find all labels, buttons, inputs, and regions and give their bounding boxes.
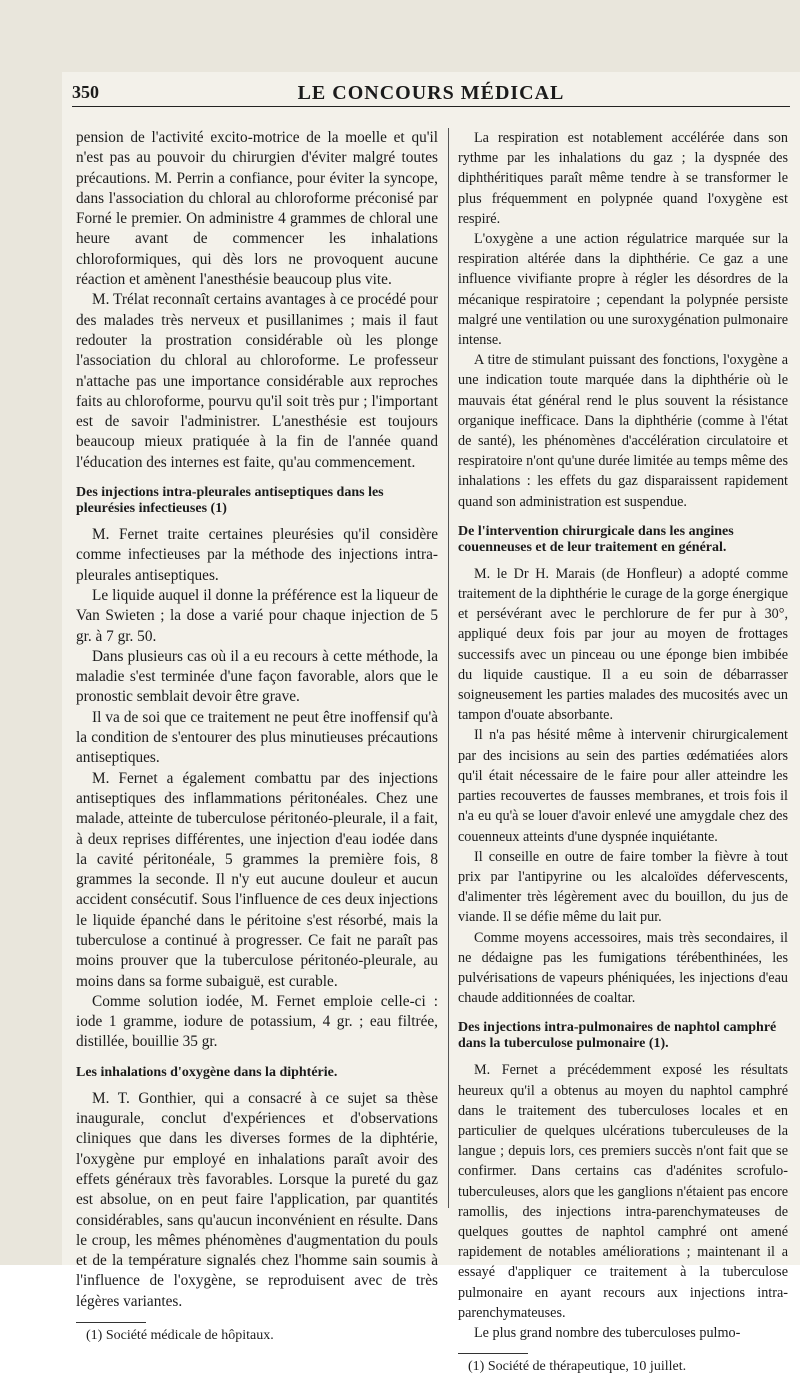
right-paragraph-1: La respiration est notablement accélérée dans son rythme par les inhalations du gaz ; la dyspnée des diphthéritiques paraît même tendre à se transformer le plus fréquemment en polypnée quand l'oxygène est respiré.: [458, 130, 788, 227]
left-paragraph-5: Dans plusieurs cas où il a eu recours à cette méthode, la maladie s'est terminée d'une façon favorable, alors que le pronostic semblait devoir être grave.: [76, 647, 438, 706]
right-paragraph-3: A titre de stimulant puissant des fonctions, l'oxygène a une indication toute marquée dans la diphthérie où le mauvais état général rend le plus souvent la résistance organique inefficace. Dans la diphthérie (comme à l'état de santé), les phénomènes d'accélération circulatoire et respiratoire n'ont qu'une durée limitée au temps même des inhalations : les effets du gaz disparaissent rapidement quand son administration est suspendue.: [458, 352, 788, 510]
left-footnote: (1) Société médicale de hôpitaux.: [86, 1328, 274, 1344]
left-paragraph-9: M. T. Gonthier, qui a consacré à ce sujet sa thèse inaugurale, conclut d'expériences et d'observations cliniques que dans les diverses formes de la diphtérie, l'oxygène pur employé en inhalations paraît avoir des effets généraux très favorables. Lorsque la pureté du gaz est absolue, on en peut faire l'application, par quantités considérables, sans qu'aucun inconvénient en résulte. Dans le croup, les mêmes phénomènes d'augmentation du pouls et de la température signalés chez l'homme sain soumis à l'influence de l'oxygène, se reproduisent avec de très légères variantes.: [76, 1089, 438, 1310]
page-number: 350: [72, 82, 99, 102]
right-paragraph-9: Le plus grand nombre des tuberculoses pulmo-: [474, 1324, 741, 1341]
right-column: [458, 128, 788, 1376]
left-paragraph-6: Il va de soi que ce traitement ne peut être inoffensif qu'à la condition de s'entourer des plus minutieuses précautions antiseptiques.: [76, 708, 438, 767]
footnote-rule: [76, 1322, 146, 1323]
left-paragraph-2: M. Trélat reconnaît certains avantages à ce procédé pour des malades très nerveux et pusillanimes ; mais il faut redouter la prostration considérable où les plonge l'association du chloral au chloroforme. Le professeur n'attache pas une importance considérable aux reproches faits au chloroforme, pourvu qu'il soit très pur ; l'important est de savoir l'administrer. L'anesthésie est toujours beaucoup mieux pratiquée à la fin de l'année quand l'éducation des internes est faite, qu'au commencement.: [76, 291, 438, 471]
column-divider: [448, 128, 449, 1208]
section-heading-oxygene: Les inhalations d'oxygène dans la diphtérie.: [76, 1064, 338, 1080]
right-paragraph-6: Il conseille en outre de faire tomber la fièvre à tout prix par l'antipyrine ou les alcaloïdes défervescents, d'alimenter très légèrement avec du bouillon, du jus de viande. Il se défie même du lait pur.: [458, 848, 788, 926]
right-paragraph-8: M. Fernet a précédemment exposé les résultats heureux qu'il a obtenus au moyen du naphtol camphré dans le traitement des tuberculoses locales et en particulier de quelques ulcérations tuberculeuses de la langue ; depuis lors, ces premiers succès n'ont fait que se confirmer. Dans certains cas d'adénites scrofulo-tuberculeuses, alors que les ganglions n'étaient pas encore ramollis, des injections intra-parenchymateuses de quelques gouttes de naphtol camphré ont amené rapidement de notables améliorations ; maintenant il a essayé d'appliquer ce traitement à la tuberculose pulmonaire en ayant recours aux injections intra-parenchymateuses.: [458, 1062, 788, 1321]
left-paragraph-8: Comme solution iodée, M. Fernet emploie celle-ci : iode 1 gramme, iodure de potassium, 4 gr. ; eau filtrée, distillée, bouillie 35 gr.: [76, 992, 438, 1051]
running-title: LE CONCOURS MÉDICAL: [297, 82, 565, 104]
section-heading-naphtol: Des injections intra-pulmonaires de naphtol camphré dans la tuberculose pulmonaire (1).: [458, 1020, 777, 1052]
left-paragraph-3: M. Fernet traite certaines pleurésies qu'il considère comme infectieuses par la méthode des injections intra-pleurales antiseptiques.: [76, 526, 438, 584]
section-heading-angines: De l'intervention chirurgicale dans les angines couenneuses et de leur traitement en général.: [458, 523, 734, 555]
left-paragraph-4: Le liquide auquel il donne la préférence est la liqueur de Van Swieten ; la dose a varié pour chaque injection de 5 gr. à 7 gr. 50.: [76, 586, 438, 645]
page-header: [72, 82, 790, 107]
right-footnote: (1) Société de thérapeutique, 10 juillet.: [468, 1359, 687, 1375]
left-paragraph-7: M. Fernet a également combattu par des injections antiseptiques des inflammations péritonéales. Chez une malade, atteinte de tuberculose péritonéo-pleurale, il a fait, à deux reprises différentes, une injection d'eau iodée dans la cavité péritonéale, 5 grammes la première fois, 8 grammes la seconde. Il n'y eut aucune douleur et aucun accident consécutif. Sous l'influence de ces deux injections le liquide épanché dans le péritoine s'est résorbé, mais la tuberculose a continué à progresser. Ce fait ne paraît pas moins prouver que la tuberculose péritonéo-pleurale, au moins dans sa forme subaiguë, est curable.: [76, 769, 438, 990]
right-paragraph-4: M. le Dr H. Marais (de Honfleur) a adopté comme traitement de la diphthérie le curage de la gorge énergique et persévérant avec le perchlorure de fer pur à 30°, appliqué deux fois par jour au moyen de frottages successifs avec un pinceau ou une éponge bien imbibée du liquide caustique. Il a eu soin de débarrasser soigneusement les parties malades des mucosités avec un tampon d'ouate absorbante.: [458, 565, 788, 724]
right-paragraph-7: Comme moyens accessoires, mais très secondaires, il ne dédaigne pas les fumigations térébenthinées, les pulvérisations de vapeurs phéniquées, les injections d'eau chaude additionnées de coaltar.: [458, 929, 788, 1007]
left-paragraph-1: pension de l'activité excito-motrice de la moelle et qu'il n'est pas au pouvoir du chirurgien d'éviter malgré toutes précautions. M. Perrin a confiance, pour éviter la syncope, dans l'association du chloral au chloroforme préconisé par Forné le premier. On administre 4 grammes de chloral une heure avant de commencer les inhalations chloroformiques, qui dès lors ne provoquent aucune réaction et amènent l'anesthésie beaucoup plus vite.: [76, 129, 438, 289]
right-paragraph-2: L'oxygène a une action régulatrice marquée sur la respiration altérée dans la diphthérie. Ce gaz a une influence vivifiante propre à régler les désordres de la mécanique respiratoire ; cependant la polypnée persiste malgré une ventilation ou une suroxygénation pulmonaire intense.: [458, 231, 788, 349]
right-paragraph-5: Il n'a pas hésité même à intervenir chirurgicalement par des incisions au sein des parties œdématiées alors qu'il était nécessaire de le faire pour aller atteindre les parties recouvertes de fausses membranes, et trois fois il n'a eu qu'à se louer d'avoir enlevé une amygdale chez des couenneux atteints d'une dyspnée inquiétante.: [458, 727, 788, 845]
footnote-rule: [458, 1353, 528, 1354]
left-column: [76, 128, 438, 1345]
section-heading-pleurales: Des injections intra-pleurales antiseptiques dans les pleurésies infectieuses (1): [76, 485, 384, 517]
